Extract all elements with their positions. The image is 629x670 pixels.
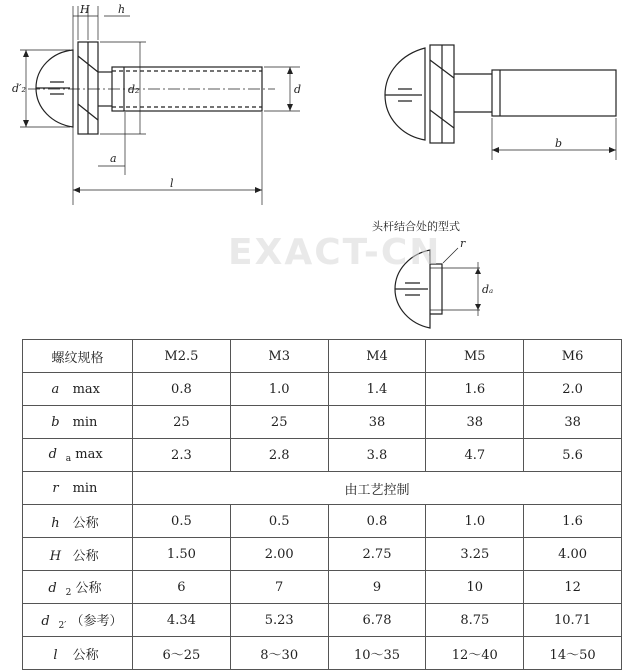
table-cell: 38 [426, 406, 524, 439]
label-h: h [118, 3, 126, 16]
label-b: b [555, 137, 563, 150]
table-cell: 1.0 [230, 373, 328, 406]
table-cell: 1.50 [133, 538, 231, 571]
row-qualifier: min [72, 480, 98, 496]
table-cell: 38 [328, 406, 426, 439]
table-row [23, 637, 622, 670]
label-da: dₐ [482, 283, 494, 296]
table-cell: 5.6 [524, 439, 622, 472]
row-symbol-subscript: a [65, 453, 72, 464]
spec-table-body [23, 340, 622, 670]
table-cell: 1.4 [328, 373, 426, 406]
row-symbol-subscript: 2 [65, 587, 72, 598]
row-label [23, 538, 133, 571]
table-cell: 10 [426, 571, 524, 604]
table-cell: 2.0 [524, 373, 622, 406]
table-row [23, 373, 622, 406]
table-cell: 0.5 [133, 505, 231, 538]
table-row [23, 505, 622, 538]
table-cell: 7 [230, 571, 328, 604]
table-cell: 6 [133, 571, 231, 604]
table-cell: 3.8 [328, 439, 426, 472]
table-cell: 1.0 [426, 505, 524, 538]
table-cell: 10～35 [328, 637, 426, 670]
row-label [23, 571, 133, 604]
left-screw-view [20, 6, 300, 205]
header-size: M4 [328, 340, 426, 373]
header-size: M5 [426, 340, 524, 373]
row-symbol: l [53, 647, 58, 663]
row-symbol-subscript: 2′ [58, 620, 67, 631]
row-label [23, 505, 133, 538]
table-cell: 8～30 [230, 637, 328, 670]
right-screw-view [385, 45, 616, 160]
row-qualifier: 公称 [75, 580, 102, 596]
label-l: l [170, 177, 174, 190]
row-qualifier: 公称 [72, 548, 99, 564]
row-symbol: H [49, 548, 62, 564]
row-label [23, 439, 133, 472]
table-cell: 38 [524, 406, 622, 439]
label-d2-prime: d′₂ [12, 82, 26, 95]
table-cell: 2.75 [328, 538, 426, 571]
table-cell: 2.00 [230, 538, 328, 571]
header-size: M2.5 [133, 340, 231, 373]
row-symbol: d [48, 580, 57, 596]
label-H: H [80, 3, 90, 16]
table-row [23, 604, 622, 637]
header-size: M6 [524, 340, 622, 373]
header-size: M3 [230, 340, 328, 373]
table-cell: 4.7 [426, 439, 524, 472]
table-cell: 5.23 [230, 604, 328, 637]
table-cell: 25 [230, 406, 328, 439]
detail-caption: 头杆结合处的型式 [372, 220, 460, 233]
table-cell: 14～50 [524, 637, 622, 670]
table-cell: 0.5 [230, 505, 328, 538]
label-d2: d₂ [128, 83, 140, 96]
table-row [23, 538, 622, 571]
table-cell: 1.6 [426, 373, 524, 406]
row-qualifier: 公称 [72, 515, 99, 531]
table-cell: 25 [133, 406, 231, 439]
row-label [23, 472, 133, 505]
table-row [23, 406, 622, 439]
table-cell: 10.71 [524, 604, 622, 637]
label-r: r [460, 237, 466, 250]
table-cell: 6～25 [133, 637, 231, 670]
table-cell: 12～40 [426, 637, 524, 670]
table-cell: 6.78 [328, 604, 426, 637]
row-symbol: b [51, 414, 60, 430]
row-label [23, 637, 133, 670]
table-header-row [23, 340, 622, 373]
table-row [23, 472, 622, 505]
row-symbol: a [51, 381, 60, 397]
table-cell: 3.25 [426, 538, 524, 571]
row-label [23, 406, 133, 439]
table-cell: 12 [524, 571, 622, 604]
row-symbol: d [48, 446, 57, 462]
label-d: d [294, 83, 302, 96]
table-cell: 2.8 [230, 439, 328, 472]
table-cell: 8.75 [426, 604, 524, 637]
header-label: 螺纹规格 [23, 340, 133, 373]
row-qualifier: 公称 [72, 647, 99, 663]
merged-cell: 由工艺控制 [133, 472, 622, 505]
spec-table [22, 339, 622, 670]
row-qualifier: max [72, 381, 100, 397]
table-row [23, 439, 622, 472]
watermark: EXACT-CN [228, 232, 442, 273]
table-cell: 9 [328, 571, 426, 604]
row-qualifier: min [72, 414, 98, 430]
table-cell: 4.00 [524, 538, 622, 571]
table-cell: 1.6 [524, 505, 622, 538]
row-symbol: h [51, 515, 60, 531]
table-row [23, 571, 622, 604]
table-cell: 0.8 [133, 373, 231, 406]
row-qualifier: （参考） [70, 613, 123, 629]
table-cell: 4.34 [133, 604, 231, 637]
label-a: a [110, 152, 117, 165]
row-label [23, 604, 133, 637]
row-label [23, 373, 133, 406]
row-symbol: d [41, 613, 50, 629]
table-cell: 0.8 [328, 505, 426, 538]
row-qualifier: max [75, 446, 103, 462]
table-cell: 2.3 [133, 439, 231, 472]
row-symbol: r [52, 480, 59, 496]
